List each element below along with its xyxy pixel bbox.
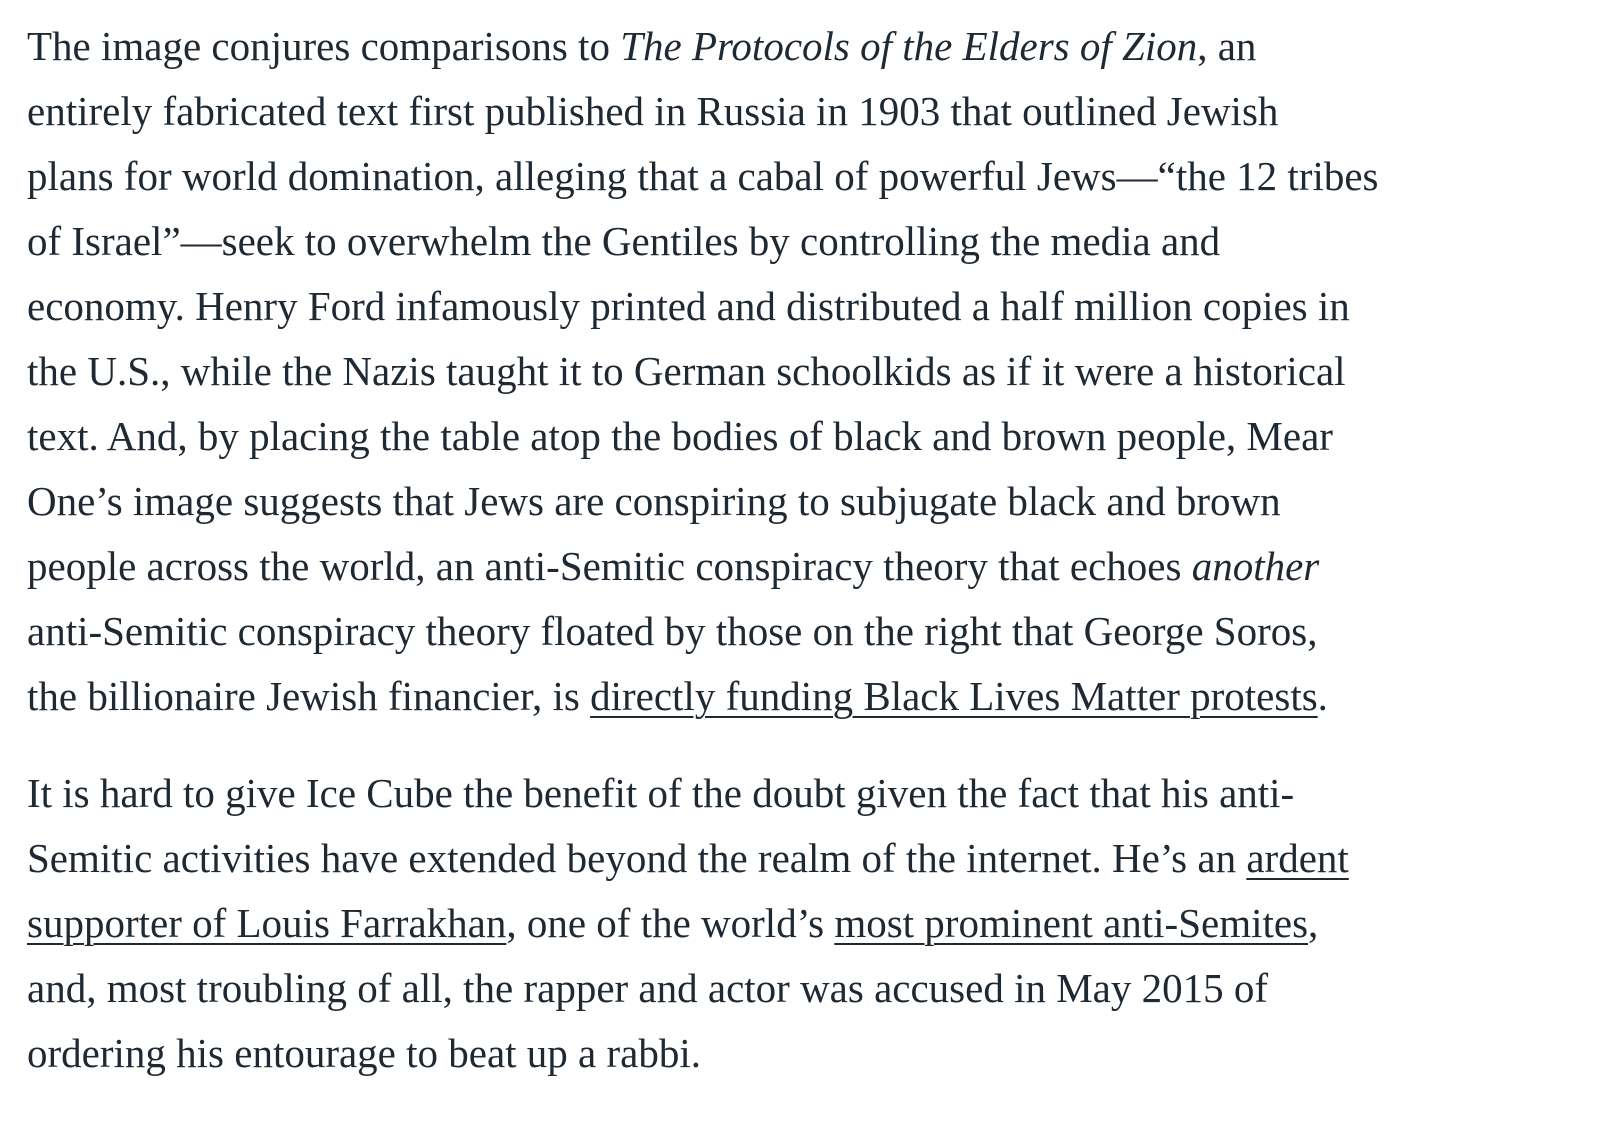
text-line: economy. Henry Ford infamously printed and distributed a half million copies in: [27, 283, 1350, 329]
text-span: The image conjures comparisons to: [27, 23, 621, 69]
emphasis-text: another: [1191, 543, 1320, 589]
book-title: The Protocols of the Elders of Zion: [620, 23, 1198, 69]
text-line: and, most troubling of all, the rapper and actor was accused in May 2015 of: [27, 965, 1269, 1011]
text-line: ordering his entourage to beat up a rabbi.: [27, 1030, 701, 1076]
link-soros-blm-funding[interactable]: directly funding Black Lives Matter protests: [590, 673, 1318, 719]
link-farrakhan-supporter-part2[interactable]: supporter of Louis Farrakhan: [27, 900, 507, 946]
text-span: ,: [1308, 900, 1319, 946]
text-line: One’s image suggests that Jews are conspiring to subjugate black and brown: [27, 478, 1281, 524]
link-farrakhan-supporter-part1[interactable]: ardent: [1246, 835, 1349, 881]
text-line: [27, 664, 1600, 729]
text-line: It is hard to give Ice Cube the benefit of the doubt given the fact that his anti-: [27, 770, 1295, 816]
paragraph-ice-cube: [27, 761, 1600, 1086]
text-line: [27, 891, 1600, 956]
text-line: [27, 826, 1600, 891]
text-span: people across the world, an anti-Semitic conspiracy theory that echoes: [27, 543, 1192, 589]
text-line: the U.S., while the Nazis taught it to German schoolkids as if it were a historical: [27, 348, 1346, 394]
text-span: , an: [1197, 23, 1257, 69]
paragraph-protocols: [27, 14, 1600, 729]
text-line: plans for world domination, alleging that a cabal of powerful Jews—“the 12 tribes: [27, 153, 1379, 199]
paragraph-spacer: [27, 729, 1600, 761]
text-span: .: [1317, 673, 1328, 719]
text-line: text. And, by placing the table atop the bodies of black and brown people, Mear: [27, 413, 1333, 459]
text-line: [27, 534, 1600, 599]
text-line: of Israel”—seek to overwhelm the Gentiles by controlling the media and: [27, 218, 1221, 264]
text-span: Semitic activities have extended beyond the realm of the internet. He’s an: [27, 835, 1247, 881]
text-line: anti-Semitic conspiracy theory floated by those on the right that George Soros,: [27, 608, 1318, 654]
text-span: , one of the world’s: [506, 900, 835, 946]
text-line: [27, 14, 1600, 79]
text-span: the billionaire Jewish financier, is: [27, 673, 591, 719]
link-prominent-anti-semites[interactable]: most prominent anti-Semites: [834, 900, 1309, 946]
text-line: entirely fabricated text first published in Russia in 1903 that outlined Jewish: [27, 88, 1279, 134]
